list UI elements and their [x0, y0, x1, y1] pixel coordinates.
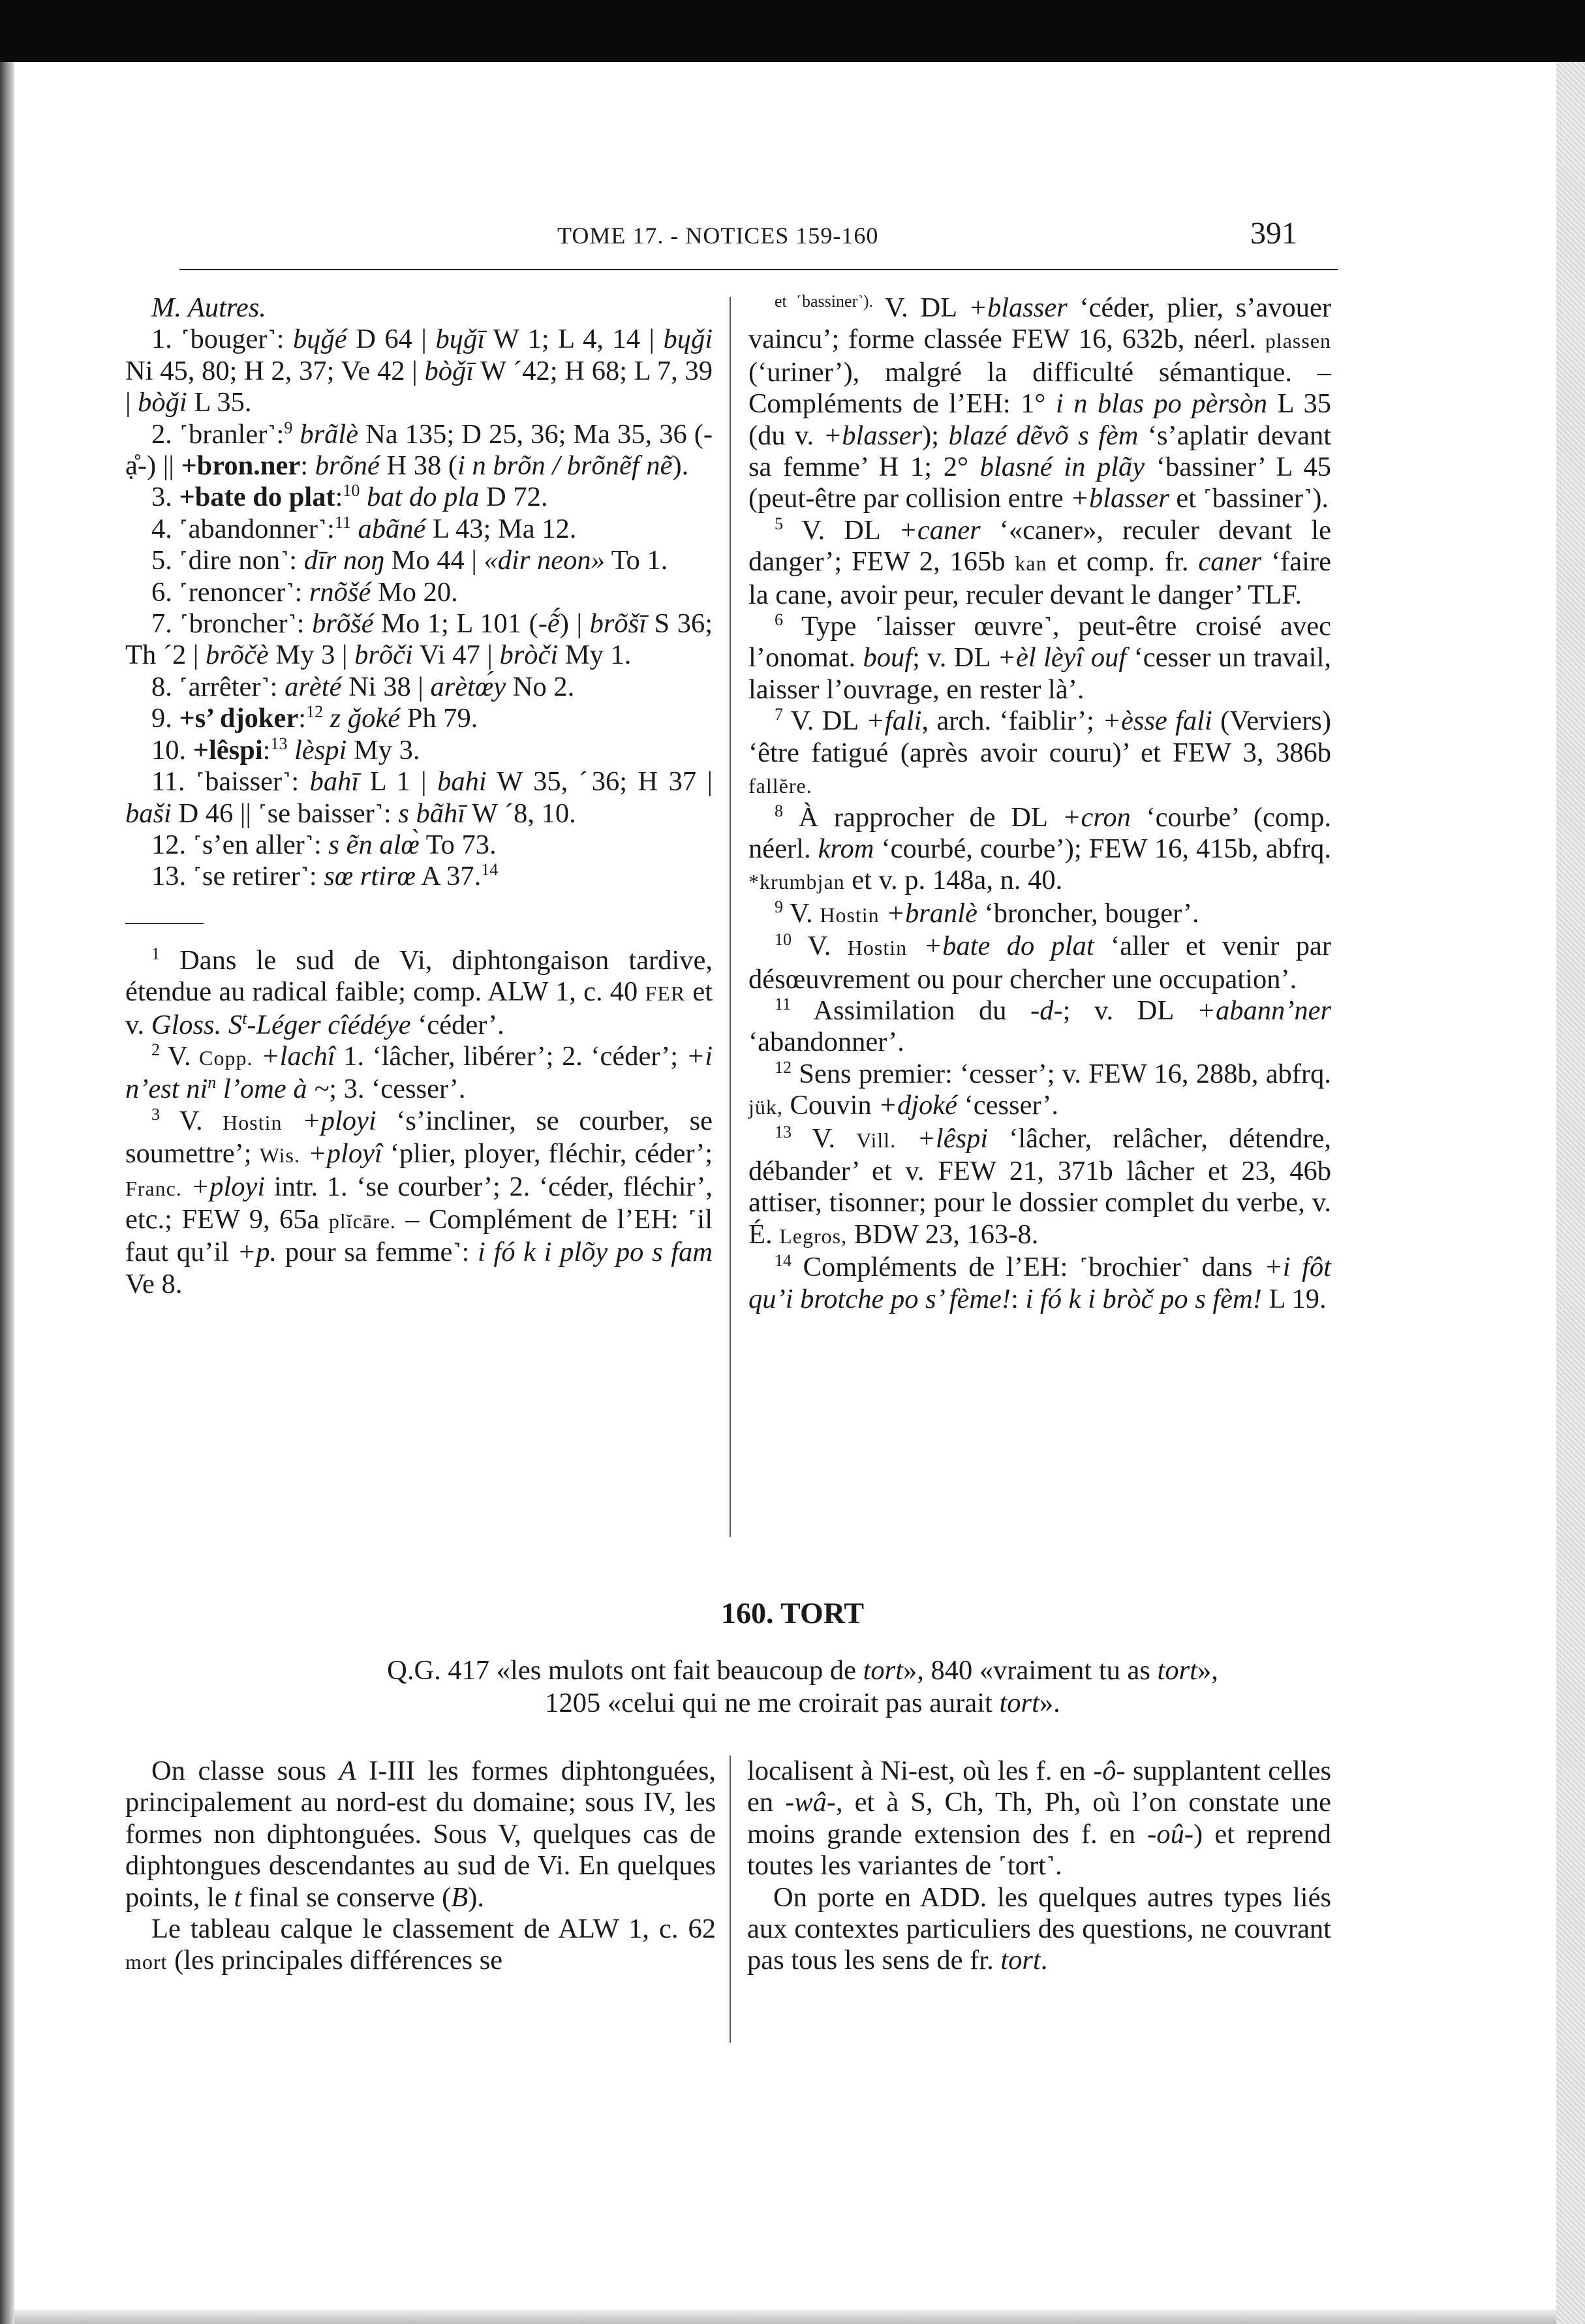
column-divider — [730, 1756, 731, 2043]
section-title: 160. TORT — [720, 1596, 865, 1630]
footnote-14: $^{14}$ Compléments de l’EH: ˹brochier˺ dans +i fôt qu’i brotche po s’ fème!: i fó k i bròč po s fèm! L 19. — [748, 1251, 1332, 1314]
footnote-9: $^9$ V. Hostin +branlè ‘broncher, bouger’. — [775, 897, 1199, 929]
right-column — [748, 292, 1331, 1315]
list-item: 9. +s’ djoker:$^{12}$ z ǧoké Ph 79. — [151, 702, 478, 734]
footnote-7: $^7$ V. DL +fali, arch. ‘faiblir’; +èsse fali (Verviers) ‘être fatigué (après avoir couru)’ et FEW 3, 386b fallĕre. — [748, 705, 1331, 798]
footnote-11: $^{11}$ Assimilation du -d-; v. DL +abann’ner ‘abandonner’. — [748, 994, 1332, 1058]
qg-line-2: 1205 «celui qui ne me croirait pas aurait tort». — [545, 1688, 1060, 1718]
list-item: 11. ˹baisser˺: bahī L 1 | bahi W 35, ˊ36; H 37 | baši D 46 || ˹se baisser˺: s bãhī W ˊ8, 10. — [125, 766, 713, 829]
list-item: 8. ˹arrêter˺: arèté Ni 38 | arètœ́y No 2. — [151, 671, 575, 702]
running-head: TOME 17. - NOTICES 159-160 — [557, 223, 879, 249]
footnote-6: $^6$ Type ˹laisser œuvre˺, peut-être croisé avec l’onomat. bouf; v. DL +èl lèyî ouf ‘cesser un travail, laisser l’ouvrage, en rester là’. — [748, 610, 1332, 705]
header-rule — [179, 269, 1338, 270]
list-item: 4. ˹abandonner˺:$^{11}$ abãné L 43; Ma 12. — [151, 512, 577, 544]
footnote-5: $^5$ V. DL +caner ‘«caner», reculer devant le danger’; FEW 2, 165b kan et comp. fr. caner ‘faire la cane, avoir peur, reculer devant le danger’ TLF. — [748, 514, 1332, 610]
list-item: 10. +lêspi:$^{13}$ lèspi My 3. — [151, 734, 420, 766]
column-divider — [730, 297, 731, 1537]
scan-top-border — [0, 0, 1585, 62]
footnote-8: $^8$ À rapprocher de DL +cron ‘courbe’ (comp. néerl. krom ‘courbé, courbe’); FEW 16, 415b, abfrq. *krumbjan et v. p. 148a, n. 40. — [748, 801, 1332, 896]
list-item: 3. +bate do plat:$^{10}$ bat do pla D 72. — [151, 481, 548, 513]
footnote-10: $^{10}$ V. Hostin +bate do plat ‘aller et venir par désœuvrement ou pour chercher une occupation’. — [748, 929, 1332, 995]
paragraph: On porte en ADD. les quelques autres types liés aux contextes particuliers des questions, ne couvrant pas tous les sens de fr. tort. — [747, 1882, 1331, 1976]
notice-160-left-column — [125, 1756, 716, 1978]
list-heading: M. Autres. — [151, 292, 266, 323]
list-item: 12. ˹s’en aller˺: s ẽn alœ̀ To 73. — [151, 829, 497, 860]
footnote-2: $^2$ V. Copp. +lachî 1. ‘lâcher, libérer’; 2. ‘céder’; +i n’est $ni^n$ l’ome à ~; 3. ‘cesser’. — [125, 1040, 713, 1105]
page-number: 391 — [1250, 216, 1297, 251]
list-item: 1. ˹bouger˺: bɥǧé D 64 | bɥǧī W 1; L 4, 14 | bɥǧi Ni 45, 80; H 2, 37; Ve 42 | bòǧī W ˊ42; H 68; L 7, 39 | bòǧi L 35. — [125, 324, 713, 418]
scan-right-edge — [1556, 62, 1585, 2324]
footnote-12: $^{12}$ Sens premier: ‘cesser’; v. FEW 16, 288b, abfrq. jük, Couvin +djoké ‘cesser’. — [748, 1057, 1331, 1121]
scan-left-edge — [0, 62, 14, 2324]
list-item: 2. ˹branler˺:$^9$ brãlè Na 135; D 25, 36; Ma 35, 36 (-ạ̊-) || +bron.ner: brõné H 38 (i n brõn / brõnẽf nẽ). — [125, 418, 713, 482]
left-column — [125, 292, 713, 1300]
notice-160-right-column — [747, 1756, 1331, 1977]
list-item: 5. ˹dire non˺: dīr noŋ Mo 44 | «dir neon» To 1. — [151, 545, 668, 576]
footnote-rule — [125, 923, 204, 924]
list-item: 13. ˹se retirer˺: sœ rtirœ A 37.14 — [151, 860, 499, 892]
list-item: 6. ˹renoncer˺: rnõšé Mo 20. — [151, 576, 458, 608]
footnote-1: $^1$ Dans le sud de Vi, diphtongaison tardive, étendue au radical faible; comp. ALW 1, c. 40 FER et v. Gloss. $S^t$-Léger cîédéye ‘céder’. — [125, 944, 713, 1040]
footnote-3: $^3$ V. Hostin +ployi ‘s’incliner, se courber, se soumettre’; Wis. +ployî ‘plier, ployer, fléchir, céder’; Franc. +ployi intr. 1. ‘se courber’; 2. ‘céder, fléchir’, etc.; FEW 9, 65a plĭcāre. – Complément de l’EH: ˹il faut qu’il +p. pour sa femme˺: i fó k i plõy po s fam Ve 8. — [125, 1104, 713, 1299]
paragraph: On classe sous A I-III les formes diphtonguées, principalement au nord-est du domaine; sous IV, les formes non diphtonguées. Sous V, quelques cas de diphtongues descendantes au sud de Vi. En quelques points, le t final se conserve (B). — [125, 1756, 716, 1913]
list-item: 7. ˹broncher˺: brõšé Mo 1; L 101 (-ẽ́) | brõšī S 36; Th ˊ2 | brõčè My 3 | brõči Vi 47 | bròči My 1. — [125, 608, 713, 671]
footnote-13: $^{13}$ V. Vill. +lêspi ‘lâcher, relâcher, détendre, débander’ et v. FEW 21, 371b lâcher et 23, 46b attiser, tisonner; pour le dossier complet du verbe, v. É. Legros, BDW 23, 163-8. — [748, 1122, 1331, 1250]
qg-line-1: Q.G. 417 «les mulots ont fait beaucoup de tort», 840 «vraiment tu as tort», — [387, 1655, 1218, 1686]
scan-bottom-edge — [14, 2310, 1556, 2324]
paragraph: localisent à Ni-est, où les f. en -ô- supplantent celles en -wâ-, et à S, Ch, Th, Ph, où l’on constate une moins grande extension des f. en -oû-) et reprend toutes les variantes de ˹tort˺. — [747, 1756, 1331, 1882]
footnote-4: $^{et ˹bassiner˺).}$ V. DL +blasser ‘céder, plier, s’avouer vaincu’; forme classée FEW 16, 632b, néerl. plassen (‘uriner’), malgré la difficulté sémantique. – Compléments de l’EH: 1° i n blas po pèrsòn L 35 (du v. +blasser); blazé dẽvõ s fèm ‘s’aplatir devant sa femme’ H 1; 2° blasné in plãy ‘bassiner’ L 45 (peut-être par collision entre +blasser et ˹bassiner˺). — [748, 291, 1332, 514]
paragraph: Le tableau calque le classement de ALW 1, c. 62 mort (les principales différences se — [125, 1913, 716, 1976]
questionnaire-references — [248, 1654, 1357, 1720]
